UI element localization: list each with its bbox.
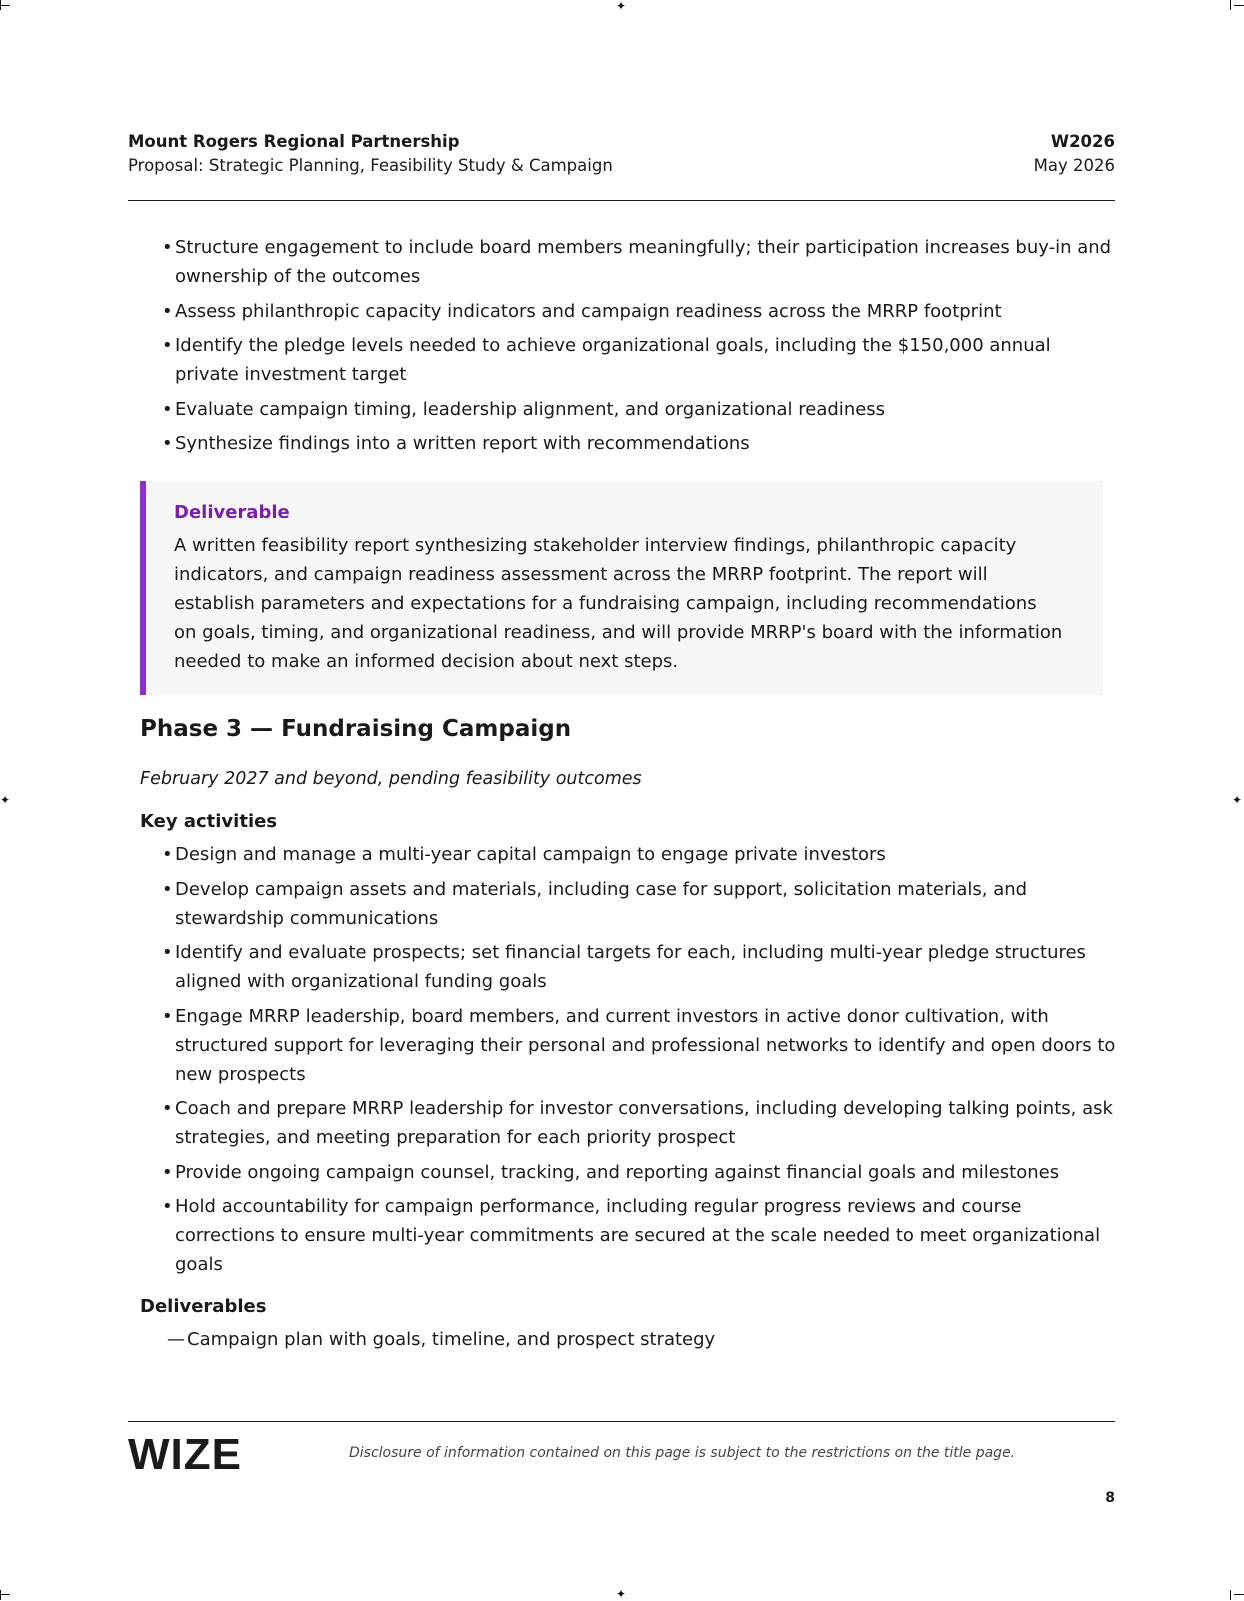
callout-body: A written feasibility report synthesizing stakeholder interview findings, philanthropic capacity indicators, and campaign readiness assessment across the MRRP footprint. The report will establish parameters and expectations for a fundraising campaign, including recommendations on goals, timing, and organizational readiness, and will provide MRRP's board with the information needed to make an informed decision about next steps. — [174, 535, 1063, 672]
list-item: • Hold accountability for campaign performance, including regular progress reviews and course corrections to ensure multi-year commitments are secured at the scale needed to meet organizational goals — [162, 1192, 1116, 1279]
organization-name: Mount Rogers Regional Partnership — [128, 132, 460, 151]
crop-mark-bottom-left — [0, 1590, 1, 1600]
phase3-deliverables-list — [128, 1325, 1116, 1354]
page-content — [128, 233, 1116, 1354]
disclaimer-text: Disclosure of information contained on this page is subject to the restrictions on the title page. — [349, 1445, 1016, 1461]
phase2-activities-list — [128, 233, 1116, 458]
document-date: May 2026 — [1033, 156, 1115, 175]
list-item: • Evaluate campaign timing, leadership alignment, and organizational readiness — [162, 395, 1116, 424]
list-item: — Campaign plan with goals, timeline, and prospect strategy — [167, 1325, 1116, 1354]
key-activities-label: Key activities — [140, 811, 278, 832]
crop-mark-top-right — [1230, 0, 1231, 10]
registration-mark-left: ✦ — [0, 793, 11, 807]
list-item: • Identify the pledge levels needed to achieve organizational goals, including the $150,000 annual private investment target — [162, 331, 1116, 389]
list-item: • Develop campaign assets and materials, including case for support, solicitation materials, and stewardship communications — [162, 875, 1116, 933]
wize-logo: WIZE — [128, 1430, 242, 1479]
phase3-timing: February 2027 and beyond, pending feasibility outcomes — [140, 769, 642, 789]
proposal-subtitle: Proposal: Strategic Planning, Feasibility Study & Campaign — [128, 156, 613, 175]
document-code: W2026 — [1050, 132, 1115, 151]
footer-divider — [128, 1421, 1115, 1422]
registration-mark-bottom: ✦ — [616, 1587, 627, 1601]
list-item: • Design and manage a multi-year capital campaign to engage private investors — [162, 840, 1116, 869]
list-item: • Assess philanthropic capacity indicators and campaign readiness across the MRRP footprint — [162, 297, 1116, 326]
list-item: • Identify and evaluate prospects; set financial targets for each, including multi-year pledge structures aligned with organizational funding goals — [162, 938, 1116, 996]
phase3-heading: Phase 3 — Fundraising Campaign — [140, 716, 572, 742]
list-item: • Engage MRRP leadership, board members, and current investors in active donor cultivation, with structured support for leveraging their personal and professional networks to identify and open doors to new prospects — [162, 1002, 1116, 1089]
page-header — [128, 128, 1115, 201]
crop-mark-bottom-left — [0, 1594, 10, 1595]
list-item: • Provide ongoing campaign counsel, tracking, and reporting against financial goals and milestones — [162, 1158, 1116, 1187]
crop-mark-bottom-right — [1234, 1594, 1244, 1595]
list-item: • Coach and prepare MRRP leadership for investor conversations, including developing talking points, ask strategies, and meeting preparation for each priority prospect — [162, 1094, 1116, 1152]
list-item: • Structure engagement to include board members meaningfully; their participation increases buy-in and ownership of the outcomes — [162, 233, 1116, 291]
deliverables-label: Deliverables — [140, 1296, 267, 1317]
callout-title: Deliverable — [174, 502, 290, 523]
registration-mark-right: ✦ — [1232, 793, 1243, 807]
phase3-activities-list — [128, 840, 1116, 1279]
deliverable-callout — [140, 481, 1103, 695]
crop-mark-top-right — [1234, 5, 1244, 6]
page-number: 8 — [1105, 1490, 1115, 1506]
crop-mark-top-left — [0, 5, 10, 6]
registration-mark-top: ✦ — [616, 0, 627, 13]
list-item: • Synthesize findings into a written report with recommendations — [162, 429, 1116, 458]
crop-mark-bottom-right — [1230, 1590, 1231, 1600]
